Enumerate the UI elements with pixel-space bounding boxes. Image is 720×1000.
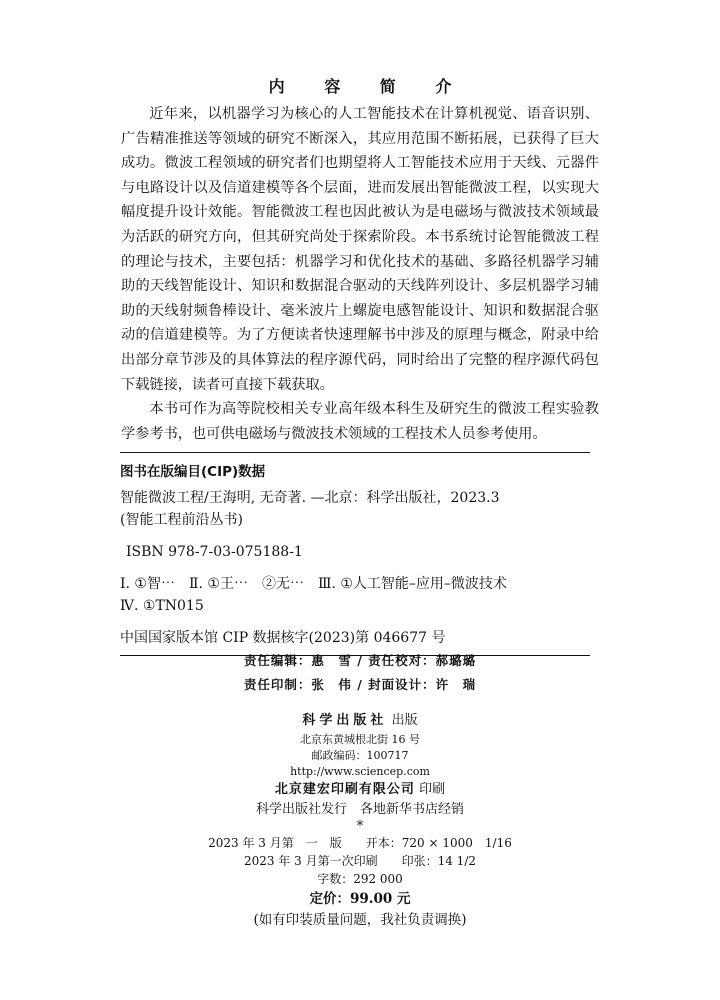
publisher-address: 北京东黄城根北街 16 号 — [300, 733, 420, 746]
imprint-block — [0, 710, 720, 930]
publisher-suffix: 出版 — [391, 713, 418, 728]
credits-line: 责任编辑：惠 雪 / 责任校对：郝璐璐 — [243, 653, 477, 668]
cip-isbn: ISBN 978-7-03-075188-1 — [126, 544, 303, 560]
publisher-name: 科学出版社 — [302, 713, 388, 728]
introduction-body — [121, 102, 599, 446]
price: 定价：99.00 元 — [309, 891, 411, 907]
cip-heading: 图书在版编目(CIP)数据 — [120, 464, 266, 480]
intro-paragraph: 本书可作为高等院校相关专业高年级本科生及研究生的微波工程实验教学参考书，也可供电磁场与微波技术领域的工程技术人员参考使用。 — [121, 401, 599, 442]
intro-paragraph: 近年来，以机器学习为核心的人工智能技术在计算机视觉、语音识别、广告精准推送等领域的研究不断深入，其应用范围不断拓展，已获得了巨大成功。微波工程领域的研究者们也期望将人工智能技术应用于天线、元器件与电路设计以及信道建模等各个层面，进而发展出智能微波工程，以实现大幅度提升设计效能。智能微波工程也因此被认为是电磁场与微波技术领域最为活跃的研究方向，但其研究尚处于探索阶段。本书系统讨论智能微波工程的理论与技术，主要包括：机器学习和优化技术的基础、多路径机器学习辅助的天线智能设计、知识和数据混合驱动的天线阵列设计、多层机器学习辅助的天线射频鲁棒设计、毫米波片上螺旋电感智能设计、知识和数据混合驱动的信道建模等。为了方便读者快速理解书中涉及的原理与概念，附录中给出部分章节涉及的具体算法的程序源代码，同时给出了完整的程序源代码包下载链接，读者可直接下载获取。 — [121, 106, 599, 393]
cip-series: (智能工程前沿丛书) — [120, 512, 243, 528]
printer-name: 北京建宏印刷有限公司 — [274, 782, 415, 797]
distribution-line: 科学出版社发行 各地新华书店经销 — [255, 802, 464, 817]
printer-line — [0, 780, 720, 800]
publisher-line — [0, 710, 720, 732]
postal-code: 邮政编码：100717 — [311, 749, 409, 762]
page-title: 内 容 简 介 — [268, 77, 469, 96]
edition-line: 2023 年 3 月第 一 版 开本：720 × 1000 1/16 — [208, 836, 512, 850]
publisher-website: http://www.sciencep.com — [290, 765, 430, 778]
editorial-credits — [0, 649, 720, 697]
cip-classification: Ⅳ. ①TN015 — [120, 598, 204, 614]
cip-classification: Ⅰ. ①智⋯ Ⅱ. ①王⋯ ②无⋯ Ⅲ. ①人工智能–应用–微波技术 — [120, 576, 507, 592]
cip-block — [120, 452, 590, 656]
printing-line: 2023 年 3 月第一次印刷 印张：14 1/2 — [243, 854, 476, 868]
quality-note: (如有印装质量问题，我社负责调换) — [253, 912, 467, 928]
separator-star: * — [356, 819, 364, 834]
cip-entry: 智能微波工程/王海明, 无奇著. —北京：科学出版社，2023.3 — [120, 490, 500, 506]
word-count: 字数：292 000 — [317, 872, 403, 886]
printer-suffix: 印刷 — [419, 782, 446, 797]
credits-line: 责任印制：张 伟 / 封面设计：许 瑞 — [243, 677, 477, 692]
cip-data-code: 中国国家版本馆 CIP 数据核字(2023)第 046677 号 — [120, 630, 446, 646]
